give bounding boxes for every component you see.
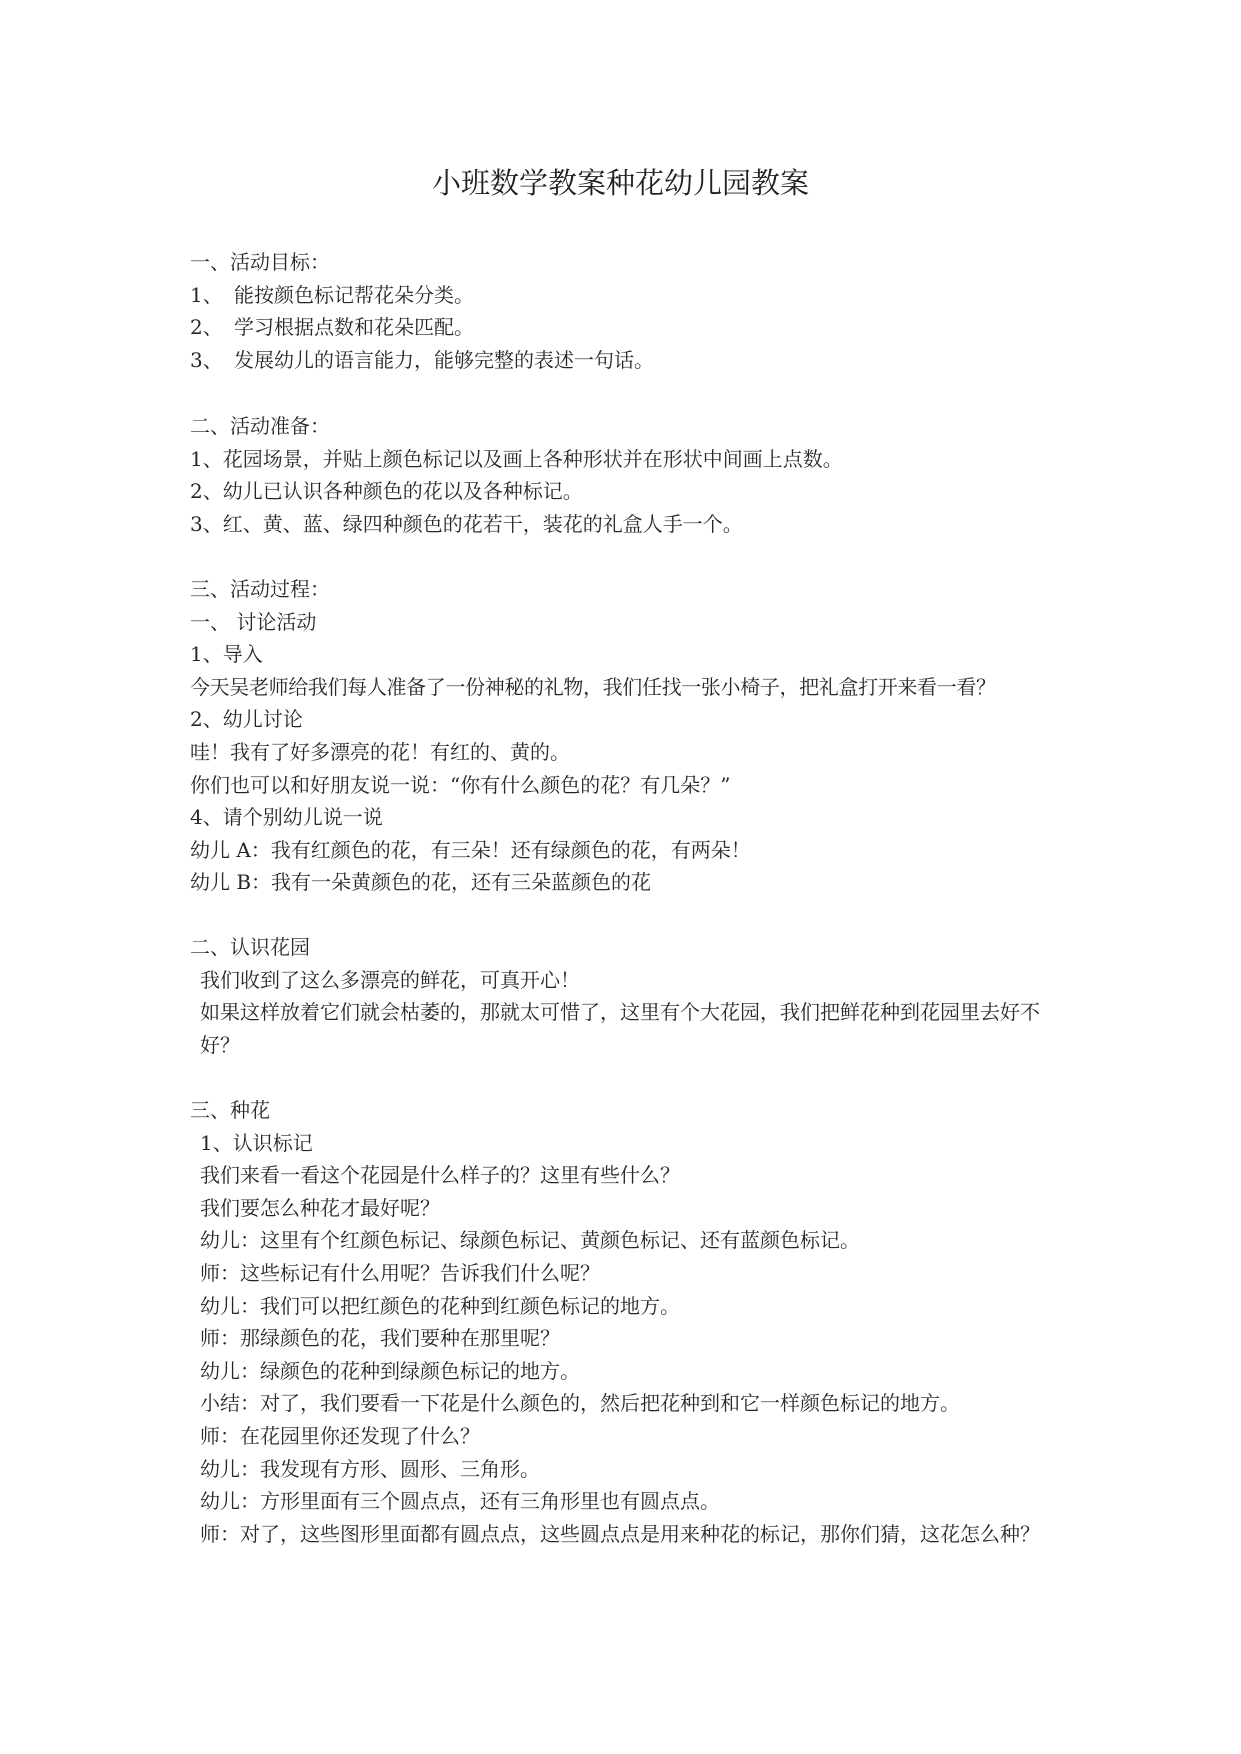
section-heading: 二、活动准备： [190,414,330,438]
paragraph-line: 我们要怎么种花才最好呢？ [200,1195,440,1220]
paragraph-line: 幼儿 A：我有红颜色的花，有三朵！还有绿颜色的花，有两朵！ [190,837,751,862]
paragraph-line: 4、请个别幼儿说一说 [190,805,383,830]
list-item: 2、幼儿已认识各种颜色的花以及各种标记。 [190,479,583,504]
paragraph-line: 幼儿 B：我有一朵黄颜色的花，还有三朵蓝颜色的花 [190,870,652,895]
list-item-text: 能按颜色标记帮花朵分类。 [234,282,474,307]
paragraph-line: 幼儿：方形里面有三个圆点点，还有三角形里也有圆点点。 [200,1489,720,1514]
paragraph-line: 师：那绿颜色的花，我们要种在那里呢？ [200,1326,560,1351]
section-heading: 一、活动目标： [190,250,330,274]
paragraph-line: 你们也可以和好朋友说一说：“你有什么颜色的花？有几朵？” [190,772,731,797]
list-item-number: 2、 [190,315,223,340]
paragraph-line: 幼儿：我发现有方形、圆形、三角形。 [200,1456,540,1481]
section-goals [190,246,1070,376]
paragraph-line: 2、幼儿讨论 [190,707,303,732]
subsection-garden [190,931,1070,1061]
paragraph-line: 我们来看一看这个花园是什么样子的？这里有些什么？ [200,1163,680,1188]
list-item-number: 1、 [190,282,223,307]
paragraph-line: 今天吴老师给我们每人准备了一份神秘的礼物，我们任找一张小椅子，把礼盒打开来看一看？ [190,674,996,699]
paragraph-line: 师：对了，这些图形里面都有圆点点，这些圆点点是用来种花的标记，那你们猜，这花怎么种？ [200,1521,1040,1546]
paragraph-line: 幼儿：我们可以把红颜色的花种到红颜色标记的地方。 [200,1293,680,1318]
list-item-text: 发展幼儿的语言能力，能够完整的表述一句话。 [234,347,654,372]
list-item: 1、花园场景，并贴上颜色标记以及画上各种形状并在形状中间画上点数。 [190,446,843,471]
subsection-heading: 三、种花 [190,1098,270,1122]
paragraph-line: 如果这样放着它们就会枯萎的，那就太可惜了，这里有个大花园，我们把鲜花种到花园里去好不好？ [200,1000,1040,1057]
list-item [190,344,1070,377]
subsection-heading: 二、认识花园 [190,935,310,959]
section-heading: 三、活动过程： [190,577,330,601]
paragraph-line: 师：这些标记有什么用呢？告诉我们什么呢？ [200,1260,600,1285]
section-process [190,573,1070,899]
paragraph-line: 1、认识标记 [200,1130,313,1155]
paragraph-line: 幼儿：这里有个红颜色标记、绿颜色标记、黄颜色标记、还有蓝颜色标记。 [200,1228,860,1253]
document-title: 小班数学教案种花幼儿园教案 [431,166,809,200]
paragraph-line: 幼儿：绿颜色的花种到绿颜色标记的地方。 [200,1358,580,1383]
list-item [190,311,1070,344]
paragraph-line: 哇！我有了好多漂亮的花！有红的、黄的。 [190,739,570,764]
paragraph-line: 1、导入 [190,642,263,667]
paragraph-line: 我们收到了这么多漂亮的鲜花，可真开心！ [200,967,580,992]
list-item [190,279,1070,312]
section-preparation [190,410,1070,540]
list-item-number: 3、 [190,347,223,372]
list-item-text: 学习根据点数和花朵匹配。 [234,315,474,340]
paragraph-line: 小结：对了，我们要看一下花是什么颜色的，然后把花种到和它一样颜色标记的地方。 [200,1391,960,1416]
list-item: 3、红、黄、蓝、绿四种颜色的花若干，装花的礼盒人手一个。 [190,511,743,536]
paragraph-line: 师：在花园里你还发现了什么？ [200,1423,480,1448]
subsection-planting [190,1094,1070,1550]
subsection-heading: 一、 讨论活动 [190,609,317,634]
